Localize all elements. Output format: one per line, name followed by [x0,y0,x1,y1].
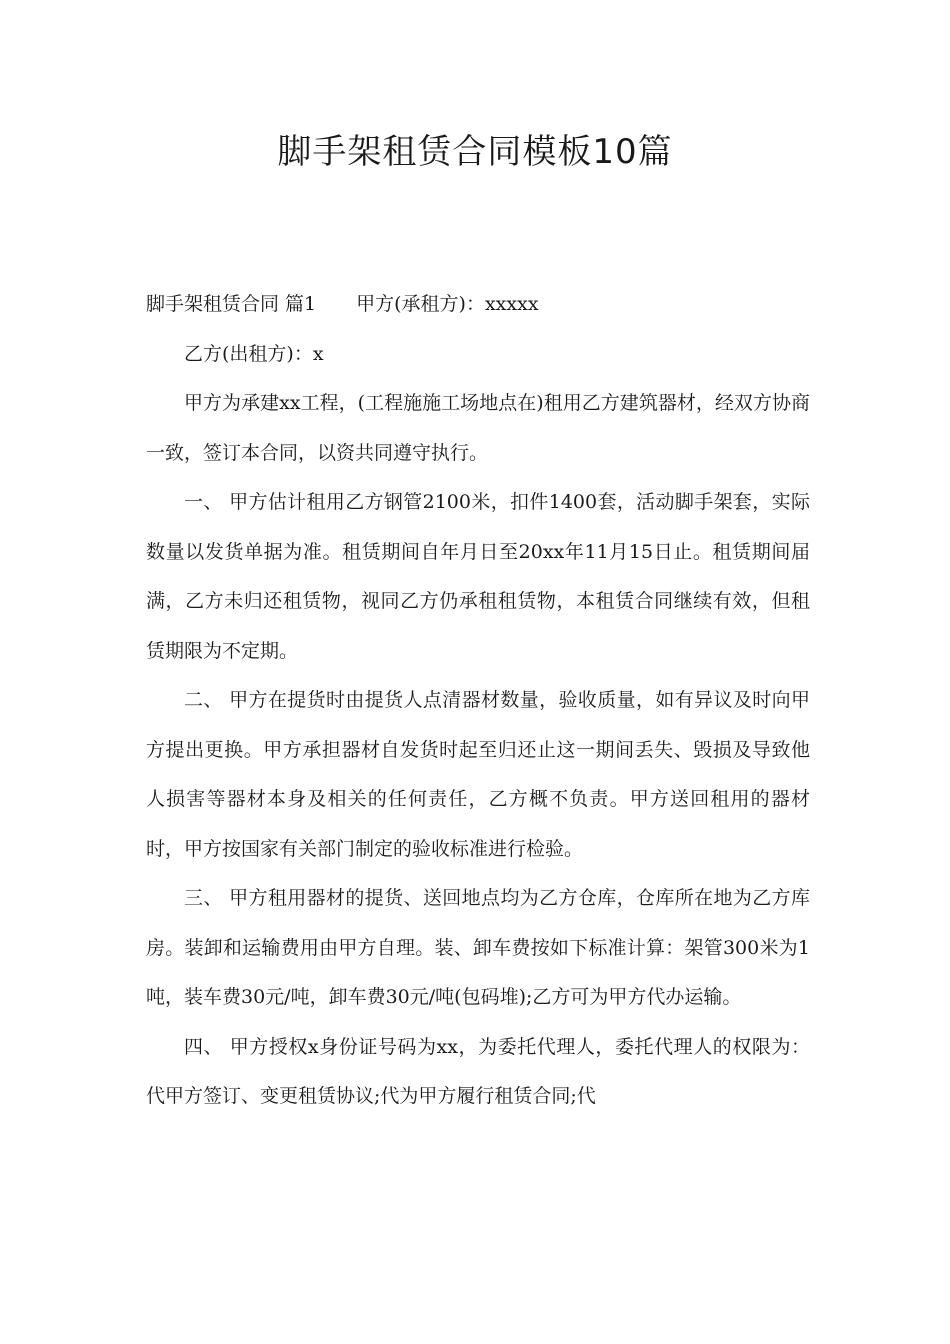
paragraph-clause-4: 四、 甲方授权x身份证号码为xx，为委托代理人，委托代理人的权限为：代甲方签订、变更租赁协议;代为甲方履行租赁合同;代 [146,1035,810,1107]
party-a: 甲方(承租方)：xxxxx [356,293,539,315]
document-title: 脚手架租赁合同模板10篇 [277,132,673,172]
contract-heading-line [146,280,810,330]
paragraph-clause-3: 三、 甲方租用器材的提货、送回地点均为乙方仓库，仓库所在地为乙方库房。装卸和运输费用由甲方自理。装、卸车费按如下标准计算：架管300米为1吨，装车费30元/吨，卸车费30元/吨(包码堆);乙方可为甲方代办运输。 [146,887,810,1008]
paragraph-clause-2: 二、 甲方在提货时由提货人点清器材数量，验收质量，如有异议及时向甲方提出更换。甲方承担器材自发货时起至归还止这一期间丢失、毁损及导致他人损害等器材本身及相关的任何责任，乙方概不负责。甲方送回租用的器材时，甲方按国家有关部门制定的验收标准进行检验。 [146,689,810,860]
paragraph-clause-1: 一、 甲方估计租用乙方钢管2100米，扣件1400套，活动脚手架套，实际数量以发货单据为准。租赁期间自年月日至20xx年11月15日止。租赁期间届满，乙方未归还租赁物，视同乙方仍承租租赁物，本租赁合同继续有效，但租赁期限为不定期。 [146,491,810,662]
paragraph-intro: 甲方为承建xx工程，(工程施施工场地点在)租用乙方建筑器材，经双方协商一致，签订本合同，以资共同遵守执行。 [146,392,810,464]
document-body [146,280,810,1122]
contract-heading: 脚手架租赁合同 篇1 [146,293,317,315]
party-b: 乙方(出租方)：x [184,342,324,365]
